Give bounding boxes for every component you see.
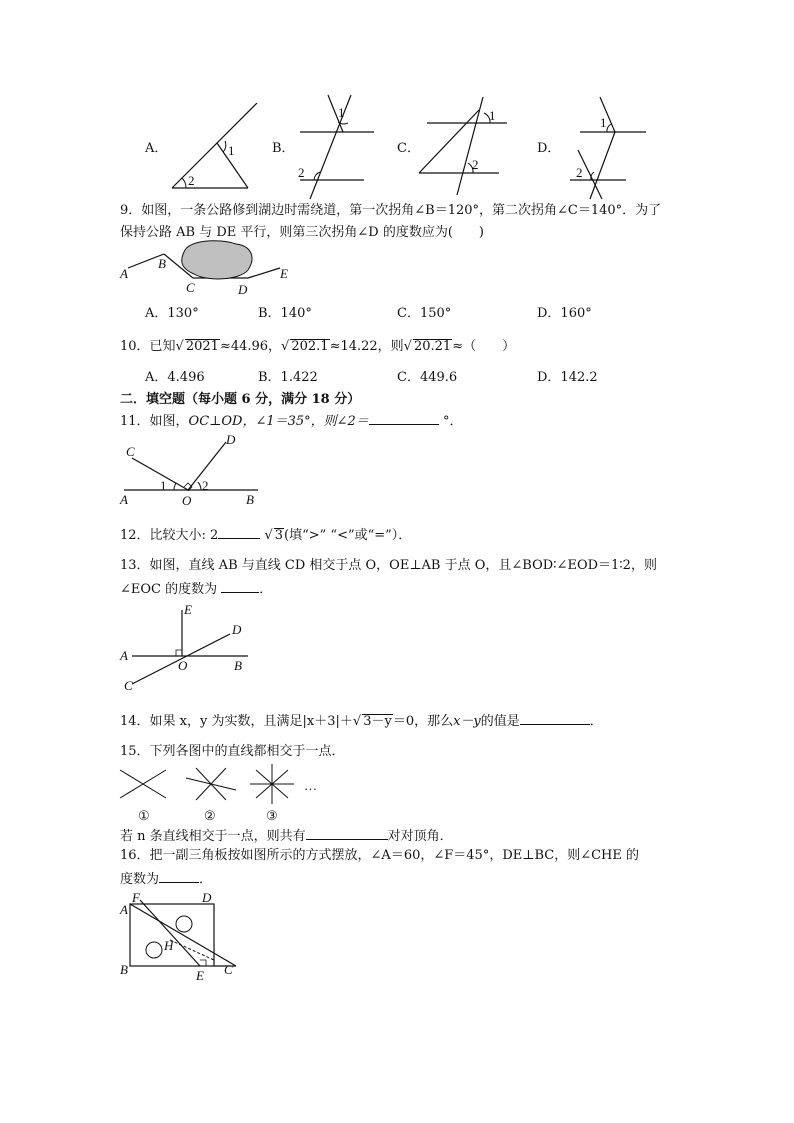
q13-line1: 13．如图，直线 AB 与直线 CD 相交于点 O，OE⊥AB 于点 O，且∠BOD∶∠EOD＝1∶2，则 [120,558,657,573]
point-B: B [158,256,166,271]
point-D: D [226,432,236,447]
q10-value-3: ≈（ ） [452,339,516,354]
q14-text-d: ． [589,714,603,729]
angle-1-label: 1 [160,478,167,493]
point-F: F [132,890,140,905]
angle-2-label: 2 [188,173,195,188]
abs-open: | [302,714,307,729]
q11-text [120,412,462,430]
q9-option-a: A．130° [145,306,199,321]
point-A: A [120,648,128,663]
q14-text-c: 的值是 [480,714,520,729]
point-E: E [184,602,192,617]
option-label: C． [397,141,420,156]
q15-line2 [120,827,453,845]
q9-text-line2: 保持公路 AB 与 DE 平行，则第三次拐角∠D 的度数应为( ) [120,225,484,240]
q15-line2-a: 若 n 条直线相交于一点，则共有 [120,829,306,844]
q10-option-a: A．4.496 [145,370,205,385]
q10-option-b: B．1.422 [258,370,318,385]
point-B: B [246,492,254,507]
q14-abs: x＋3 [306,714,336,729]
q16-line1: 16．把一副三角板按如图所示的方式摆放，∠A＝60，∠F＝45°，DE⊥BC，则∠CHE 的 [120,848,639,863]
q13-figure [118,600,258,695]
q10-option-d: D．142.2 [537,370,598,385]
q14-expr: x－y [453,714,481,729]
point-A: A [120,492,128,507]
q14-text-a: 14．如果 x，y 为实数，且满足 [120,714,303,729]
q15-figures [116,764,336,824]
q9-text-line1: 9．如图，一条公路修到湖边时需绕道，第一次拐角∠B＝120°，第二次拐角∠C＝140°．为了 [120,203,662,218]
q9-option-b: B．140° [258,306,312,321]
option-label: B． [272,141,295,156]
option-label: A． [145,141,168,156]
q9-option-d: D．160° [537,306,592,321]
point-O: O [182,493,192,508]
answer-blank[interactable] [159,870,199,883]
q8-figure-a [160,95,270,195]
point-D: D [238,282,248,297]
q8-figure-c [415,95,515,200]
q14-text-b: ＝0，那么 [392,714,454,729]
sqrt-sign: √ [281,339,290,354]
q9-option-c: C．150° [397,306,452,321]
angle-1-label: 1 [338,105,345,120]
q10-radicand-1: 2021 [185,339,219,354]
answer-blank[interactable] [369,412,439,425]
point-A: A [120,266,128,281]
ellipsis: … [304,778,317,793]
q16-line2 [120,870,212,888]
q12-text-a: 12．比较大小: 2 [120,528,219,543]
q8-figure-d [560,95,660,200]
q10-text [120,339,515,355]
q11-text-a: 11．如图， [120,414,189,429]
q10-value-1: ≈44.96， [219,339,282,354]
point-D: D [202,890,212,905]
sqrt-sign: √ [264,528,273,543]
answer-blank[interactable] [520,712,590,725]
q14-radicand: 3－y [363,714,392,729]
q9-road-figure [118,240,308,300]
q12-text [120,526,411,544]
angle-1-label: 1 [600,115,607,130]
q13-line2-text: ∠EOC 的度数为 [120,582,218,597]
option-label: D． [537,141,561,156]
q11-text-c: °． [442,414,463,429]
angle-2-label: 2 [298,165,305,180]
point-E: E [280,266,288,281]
q10-value-2: ≈14.22，则 [329,339,404,354]
figure-2-label: ② [204,808,216,823]
point-H: H [164,938,174,953]
point-O: O [178,658,188,673]
point-B: B [234,658,242,673]
q16-line2-text: 度数为 [120,872,160,887]
q13-line2 [120,580,272,598]
point-B: B [120,962,128,977]
q10-radicand-2: 202.1 [291,339,329,354]
q11-figure [118,432,268,512]
q14-text: 14．如果 x，y 为实数，且满足|x＋3|＋√ 3－y＝0，那么x－y的值是 ． [120,714,603,729]
angle-1-label: 1 [228,143,235,158]
q12-text-b: (填“>” “<”或“=”）． [284,528,412,543]
abs-close: | [335,714,340,729]
sqrt-sign: √ [403,339,412,354]
answer-blank[interactable] [221,580,259,593]
sqrt-sign: √ [175,339,184,354]
sqrt-sign: √ [352,714,362,729]
angle-2-label: 2 [472,157,479,172]
q16-figure [118,890,248,985]
angle-1-label: 1 [489,108,496,123]
q8-figure-b [290,95,380,200]
point-C: C [124,678,133,693]
q16-line2-end: ． [199,872,213,887]
point-C: C [126,444,135,459]
q10-radicand-3: 20.21 [413,339,452,354]
angle-2-label: 2 [576,165,583,180]
figure-3-label: ③ [266,808,278,823]
section-2-title: 二．填空题（每小题 6 分，满分 18 分） [120,392,361,407]
angle-2-label: 2 [202,478,209,493]
q15-text: 15．下列各图中的直线都相交于一点． [120,744,345,759]
answer-blank[interactable] [218,526,260,539]
answer-blank[interactable] [306,827,388,840]
point-C: C [224,962,233,977]
q10-prefix: 10．已知 [120,339,176,354]
q11-text-b: OC⊥OD，∠1＝35°，则∠2＝ [188,414,369,429]
q10-option-c: C．449.6 [397,370,458,385]
q15-line2-b: 对对顶角． [387,829,453,844]
figure-1-label: ① [138,808,150,823]
point-D: D [232,622,242,637]
point-C: C [186,280,195,295]
point-E: E [196,968,204,983]
point-A: A [120,902,128,917]
q13-line2-end: ． [259,582,273,597]
q12-radicand: 3 [274,528,284,543]
